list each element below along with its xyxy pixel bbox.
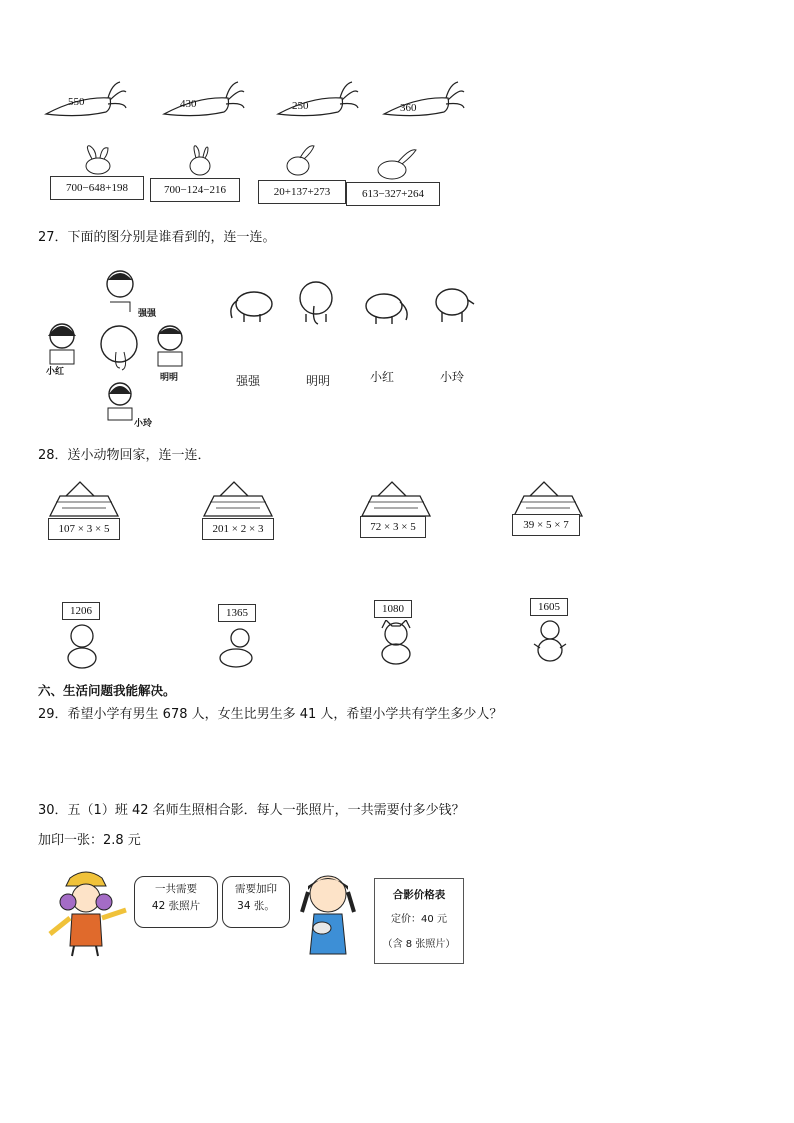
- view-label-mingming: 明明: [306, 374, 331, 388]
- elephant-side-icon: [360, 288, 412, 328]
- rabbit-icon: [274, 142, 324, 178]
- bear-icon: [62, 622, 106, 670]
- child-icon: [100, 268, 140, 312]
- carrot-2: [158, 78, 248, 128]
- animal-4: [530, 598, 580, 668]
- carrot-1: [40, 78, 130, 128]
- clown-icon: [44, 868, 134, 958]
- house-expression: 39 × 5 × 7: [512, 514, 580, 536]
- animal-number: 1365: [218, 604, 256, 622]
- name-xiaohong: 小红: [46, 367, 65, 377]
- houses-row: [46, 480, 606, 544]
- carrot-icon: [158, 78, 248, 128]
- rabbit-expression: 700−648+198: [50, 176, 144, 200]
- house-2: [200, 480, 280, 544]
- bubble2-line1: 需要加印: [235, 883, 277, 895]
- rabbit-2: [150, 142, 245, 208]
- rabbit-1: [50, 142, 145, 208]
- q30-extra-print-price: 加印一张：2.8 元: [38, 833, 141, 848]
- child-icon: [148, 322, 190, 368]
- chick-icon: [528, 618, 574, 666]
- carrot-number: 430: [180, 98, 197, 110]
- question-27: 27．下面的图分别是谁看到的，连一连。: [38, 230, 276, 245]
- elephant-icon: [96, 322, 142, 372]
- carrot-number: 550: [68, 96, 85, 108]
- house-icon: [200, 480, 278, 520]
- bubble1-line1: 一共需要: [155, 883, 197, 895]
- elephant-front-icon: [296, 280, 336, 326]
- price-table-price: 定价：40 元: [391, 914, 447, 925]
- carrot-icon: [272, 78, 362, 128]
- child-icon: [102, 380, 138, 422]
- animal-3: [374, 598, 424, 668]
- cat-icon: [372, 620, 420, 666]
- carrot-3: [272, 78, 362, 128]
- speech-bubble-2: [222, 876, 290, 928]
- animal-number: 1605: [530, 598, 568, 616]
- view-label-xiaohong: 小红: [370, 370, 395, 384]
- house-3: [358, 480, 438, 544]
- name-qiangqiang: 强强: [138, 309, 157, 319]
- animals-row: [56, 598, 596, 672]
- view-label-qiangqiang: 强强: [236, 374, 261, 388]
- name-xiaoling: 小玲: [134, 419, 153, 429]
- q27-views: [220, 278, 490, 398]
- rabbit-expression: 700−124−216: [150, 178, 240, 202]
- carrot-icon: [378, 78, 468, 128]
- carrot-icon: [40, 78, 130, 128]
- rabbit-icon: [370, 144, 420, 180]
- dog-icon: [214, 626, 262, 672]
- house-icon: [358, 480, 436, 520]
- view-label-xiaoling: 小玲: [440, 370, 465, 384]
- rabbit-expression: 20+137+273: [258, 180, 346, 204]
- animal-1: [62, 602, 112, 672]
- elephant-back-icon: [428, 282, 476, 326]
- rabbit-3: [250, 142, 345, 208]
- animal-number: 1080: [374, 600, 412, 618]
- rabbit-expression: 613−327+264: [346, 182, 440, 206]
- speech-bubble-1: [134, 876, 218, 928]
- house-expression: 72 × 3 × 5: [360, 516, 426, 538]
- price-table-title: 合影价格表: [392, 889, 446, 901]
- question-28: 28．送小动物回家，连一连．: [38, 448, 211, 463]
- carrot-row: [40, 78, 460, 128]
- house-icon: [46, 480, 124, 520]
- question-30: 30．五（1）班 42 名师生照相合影．每人一张照片，一共需要付多少钱？: [38, 803, 465, 818]
- rabbit-icon: [174, 142, 224, 178]
- price-table: [374, 878, 464, 964]
- house-1: [46, 480, 126, 544]
- carrot-4: [378, 78, 468, 128]
- rabbit-row: [50, 142, 450, 212]
- section-6-heading: 六、生活问题我能解决。: [38, 683, 176, 698]
- girl-icon: [294, 868, 364, 960]
- house-expression: 201 × 2 × 3: [202, 518, 274, 540]
- q27-scene: [40, 264, 200, 434]
- house-4: [510, 480, 590, 544]
- bubble2-line2: 34 张。: [237, 900, 275, 912]
- name-mingming: 明明: [160, 373, 179, 383]
- rabbit-4: [346, 142, 446, 212]
- bubble1-line2: 42 张照片: [151, 900, 201, 912]
- house-expression: 107 × 3 × 5: [48, 518, 120, 540]
- q30-illustration: [44, 866, 474, 966]
- elephant-side-icon: [224, 286, 276, 326]
- price-table-note: （含 8 张照片）: [382, 939, 456, 950]
- carrot-number: 360: [400, 102, 417, 114]
- child-icon: [42, 320, 84, 366]
- question-29: 29．希望小学有男生 678 人，女生比男生多 41 人，希望小学共有学生多少人？: [38, 707, 503, 722]
- animal-2: [218, 604, 268, 674]
- carrot-number: 250: [292, 100, 309, 112]
- animal-number: 1206: [62, 602, 100, 620]
- rabbit-icon: [70, 142, 120, 178]
